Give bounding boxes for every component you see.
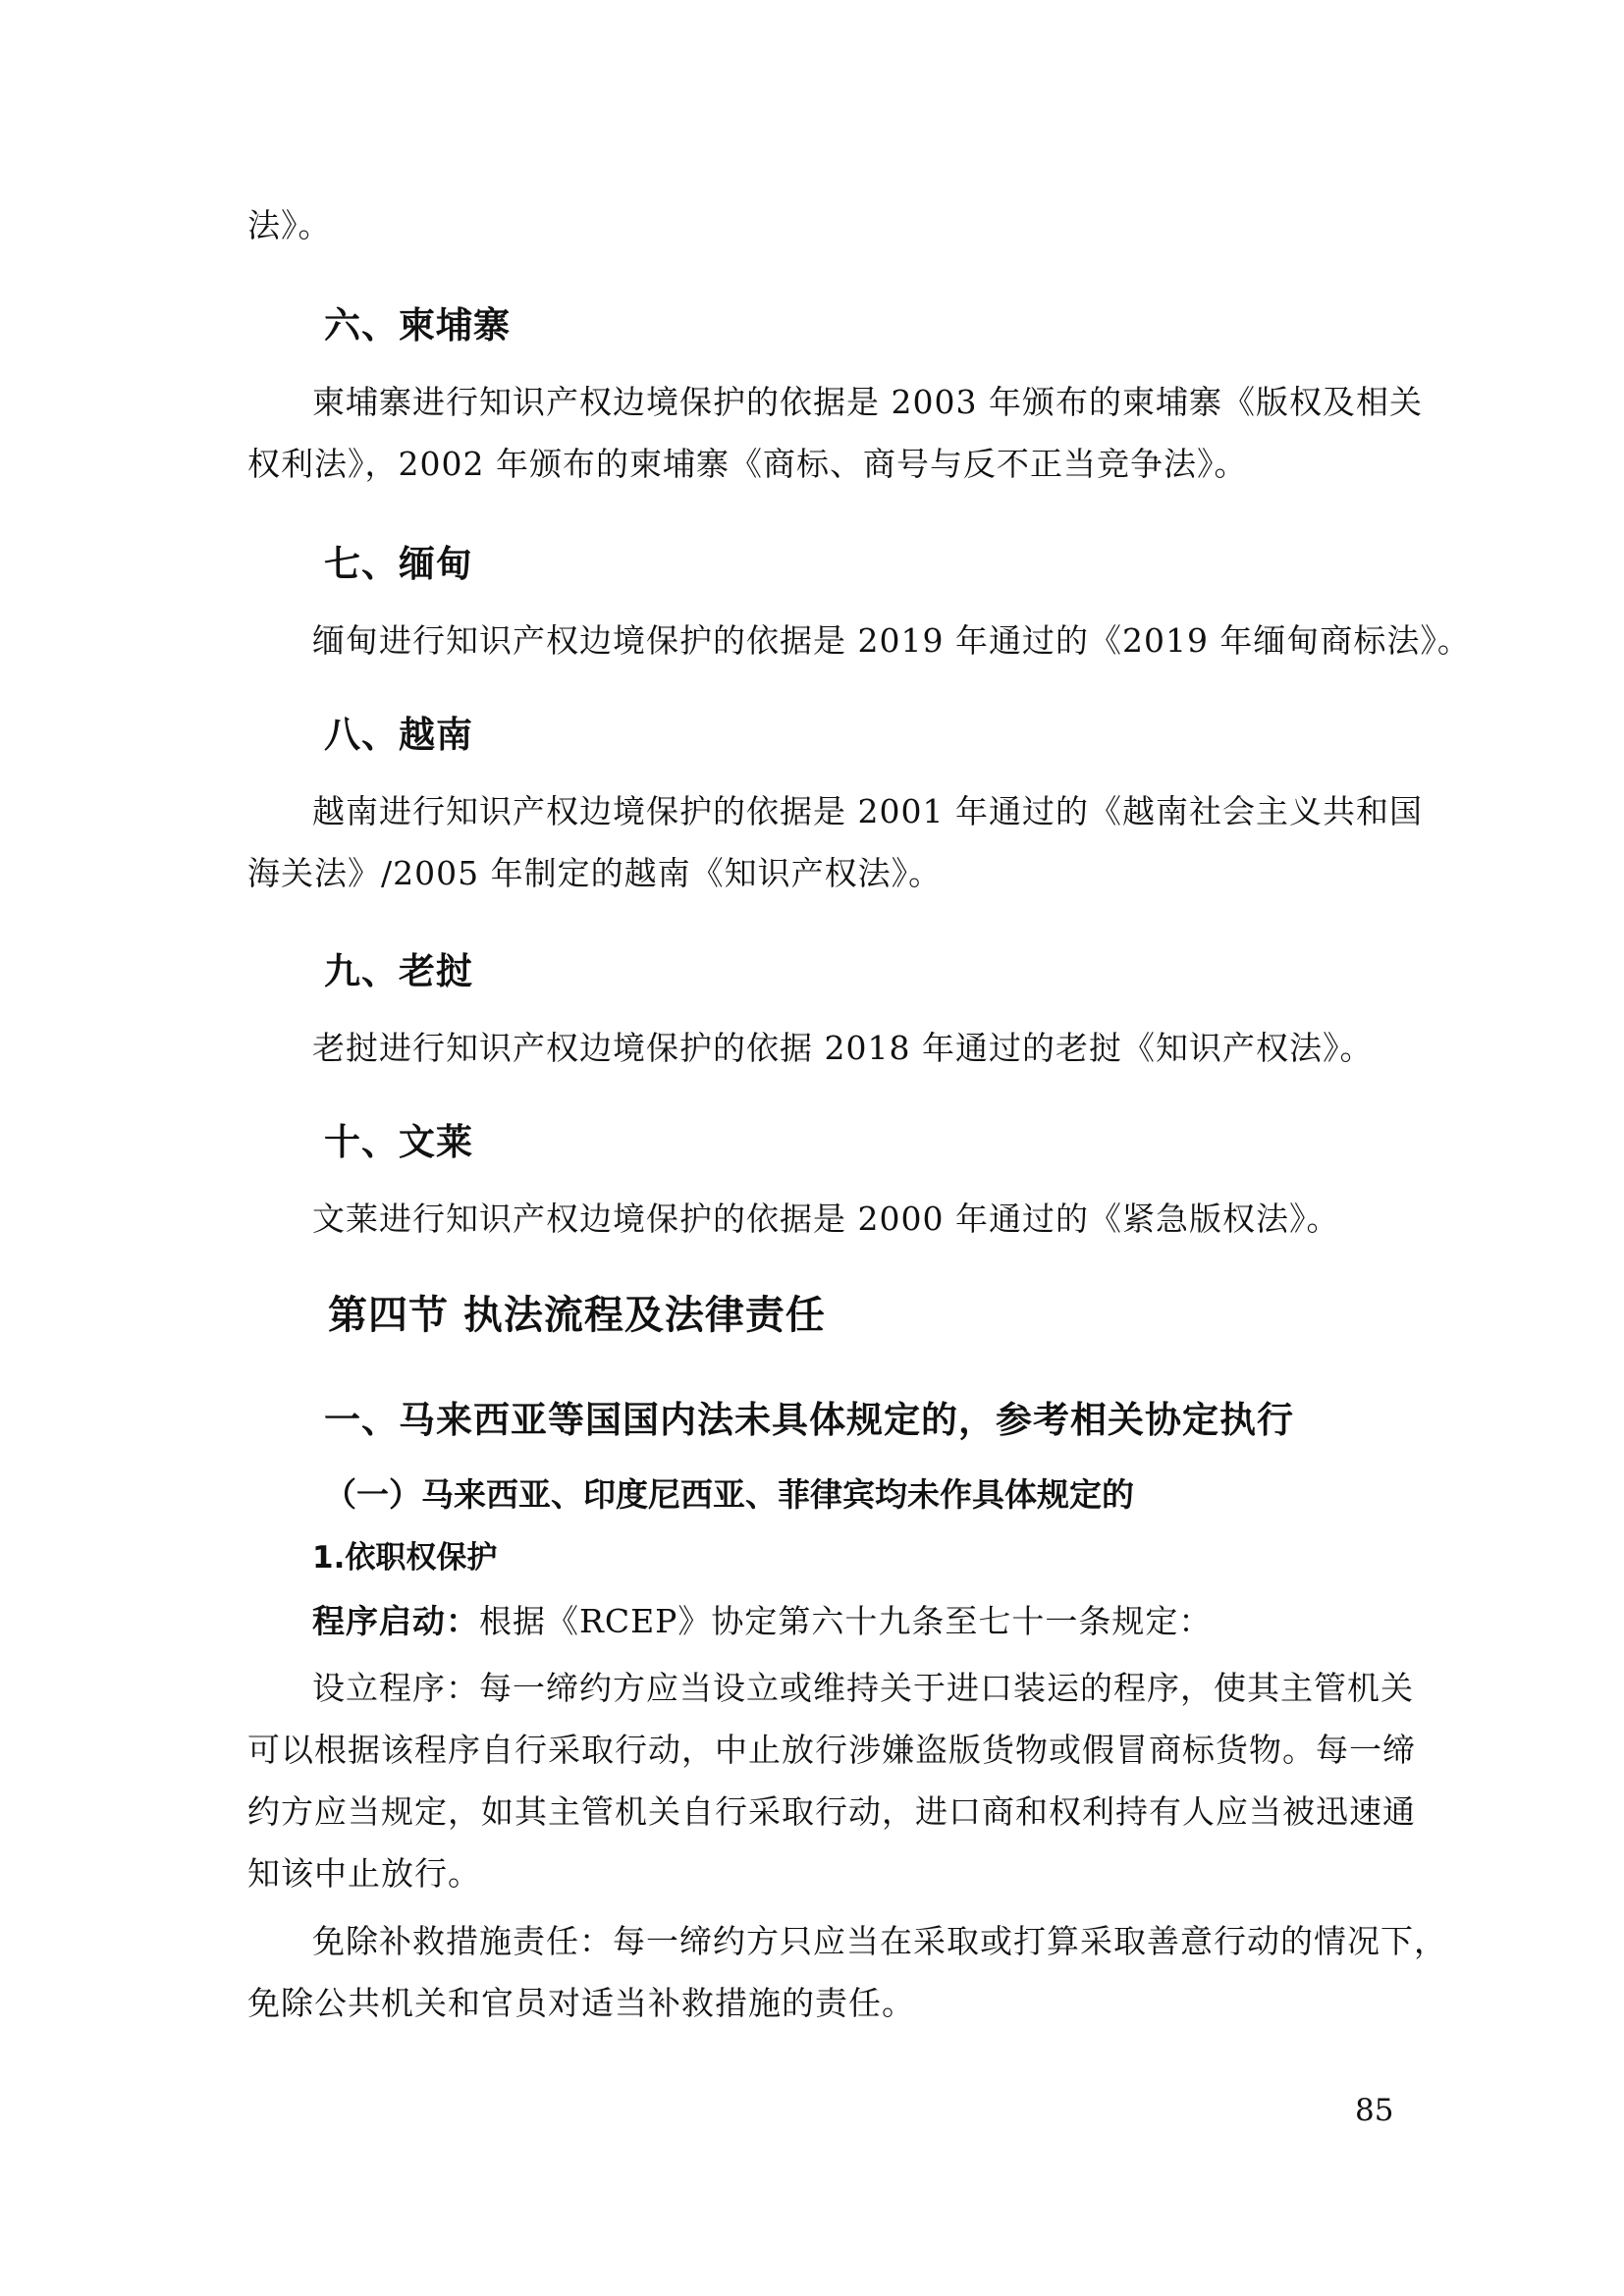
paragraph-line: 柬埔寨进行知识产权边境保护的依据是 2003 年颁布的柬埔寨《版权及相关 (312, 383, 1423, 421)
paragraph-line (312, 1602, 1386, 1641)
paragraph-line: 设立程序：每一缔约方应当设立或维持关于进口装运的程序，使其主管机关 (312, 1669, 1414, 1707)
paragraph-line: 免除公共机关和官员对适当补救措施的责任。 (247, 1984, 915, 2022)
part-heading: 一、马来西亚等国国内法未具体规定的，参考相关协定执行 (324, 1399, 1294, 1441)
section-heading: 第四节 执法流程及法律责任 (328, 1293, 826, 1338)
page-number: 85 (1355, 2093, 1394, 2128)
paragraph-line: 越南进行知识产权边境保护的依据是 2001 年通过的《越南社会主义共和国 (312, 792, 1423, 830)
heading-myanmar: 七、缅甸 (324, 543, 473, 585)
paragraph-line: 权利法》，2002 年颁布的柬埔寨《商标、商号与反不正当竞争法》。 (247, 445, 1248, 483)
heading-cambodia: 六、柬埔寨 (324, 304, 511, 347)
paragraph-line: 可以根据该程序自行采取行动，中止放行涉嫌盗版货物或假冒商标货物。每一缔 (247, 1731, 1416, 1769)
bold-lead-text: 程序启动： (312, 1602, 479, 1640)
paragraph-line: 海关法》/2005 年制定的越南《知识产权法》。 (247, 854, 943, 892)
paragraph-line: 老挝进行知识产权边境保护的依据 2018 年通过的老挝《知识产权法》。 (312, 1029, 1374, 1067)
paragraph-line: 约方应当规定，如其主管机关自行采取行动，进口商和权利持有人应当被迅速通 (247, 1792, 1416, 1831)
paragraph-line: 知该中止放行。 (247, 1854, 481, 1893)
heading-laos: 九、老挝 (324, 950, 473, 992)
paragraph-text: 根据《RCEP》协定第六十九条至七十一条规定： (479, 1602, 1213, 1640)
paragraph-line: 缅甸进行知识产权边境保护的依据是 2019 年通过的《2019 年缅甸商标法》。 (312, 621, 1471, 660)
subsection-heading: （一）马来西亚、印度尼西亚、菲律宾均未作具体规定的 (324, 1475, 1134, 1514)
paragraph-line: 法》。 (247, 206, 332, 244)
heading-brunei: 十、文莱 (324, 1121, 473, 1163)
paragraph-line: 文莱进行知识产权边境保护的依据是 2000 年通过的《紧急版权法》。 (312, 1200, 1340, 1238)
paragraph-line: 免除补救措施责任：每一缔约方只应当在采取或打算采取善意行动的情况下， (312, 1922, 1447, 1960)
item-heading: 1.依职权保护 (312, 1540, 498, 1575)
heading-vietnam: 八、越南 (324, 714, 473, 756)
